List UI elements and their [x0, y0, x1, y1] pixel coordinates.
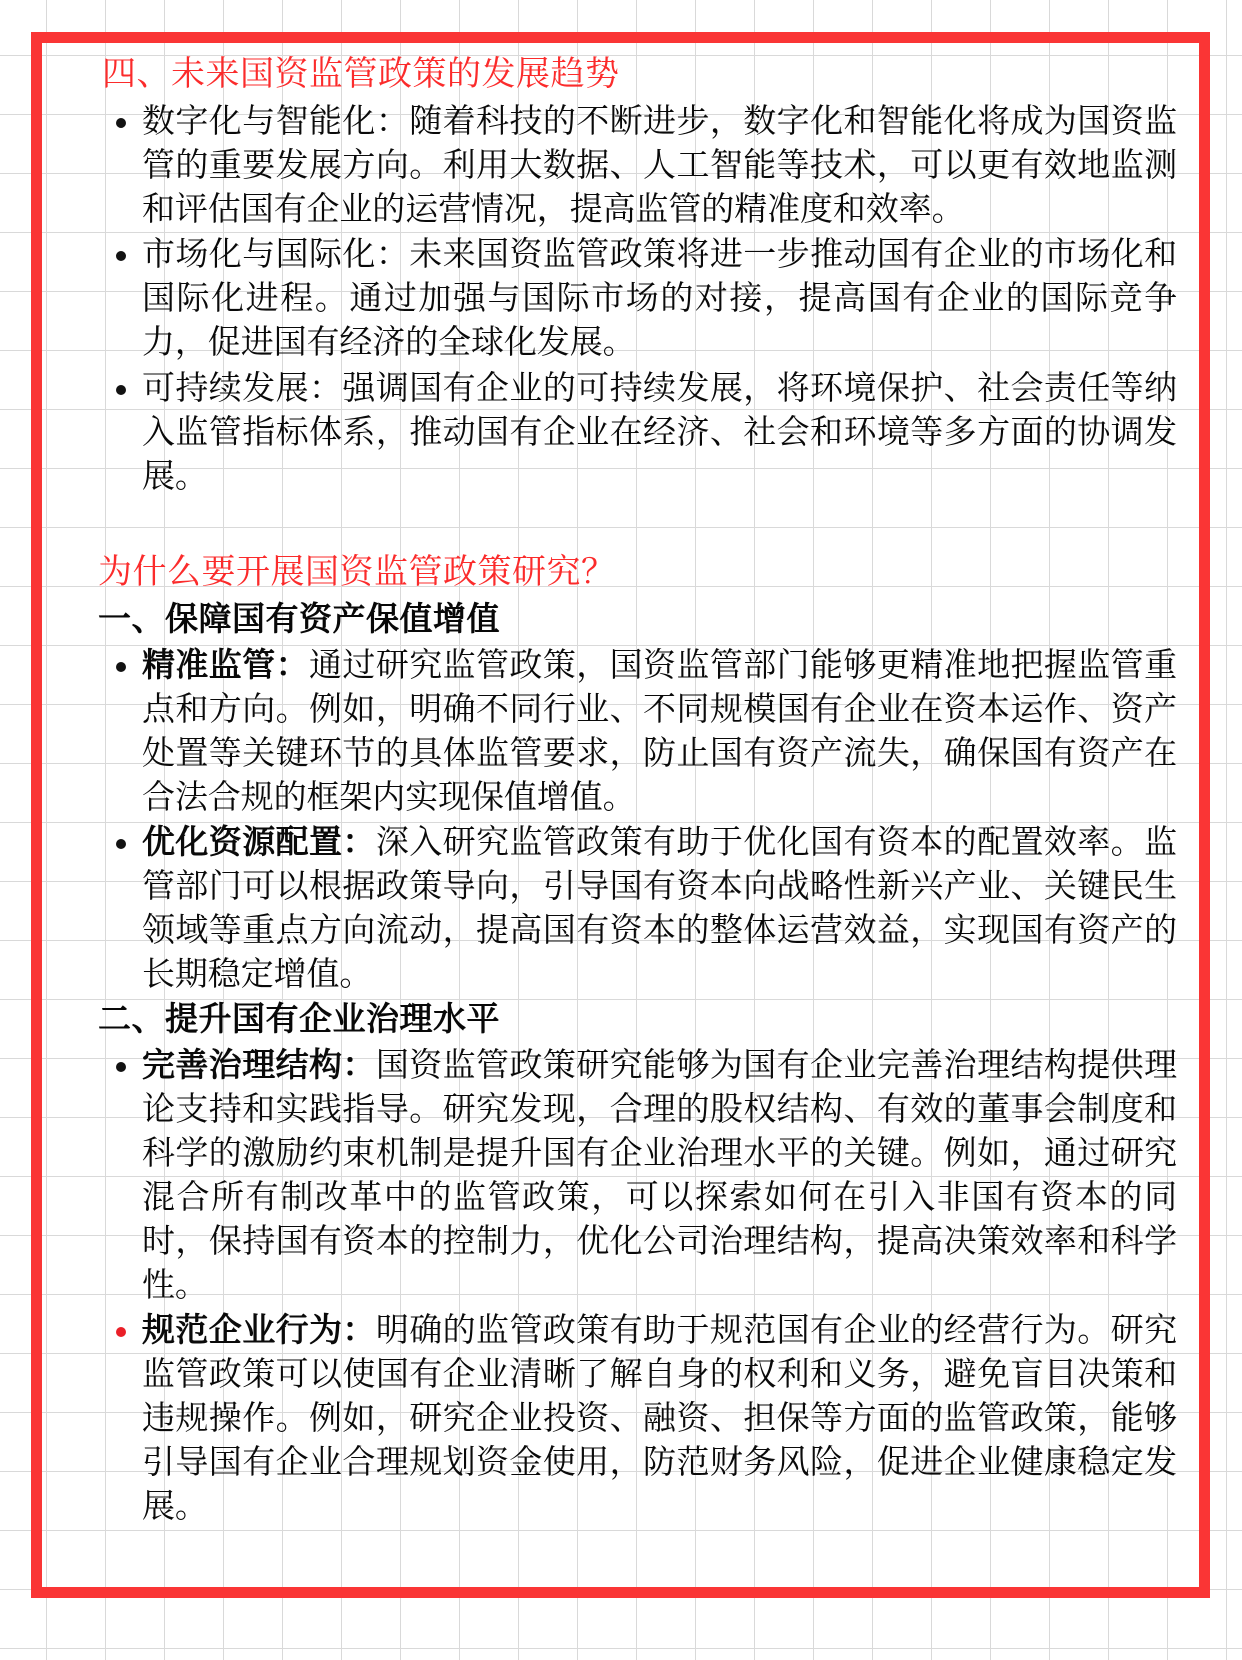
list-item	[68, 232, 1177, 364]
list-item-lead: 完善治理结构：	[142, 1046, 376, 1084]
subsection-heading-asset-preservation: 一、保障国有资产保值增值	[98, 599, 500, 637]
section-heading-future-trends: 四、未来国资监管政策的发展趋势	[102, 55, 620, 93]
list-item-lead: 精准监管：	[142, 645, 310, 683]
bullet-dot-icon	[116, 118, 126, 128]
list-item	[68, 99, 1177, 231]
bullet-dot-icon	[116, 662, 126, 672]
list-item-lead: 市场化与国际化：	[142, 235, 410, 273]
list-item-lead: 可持续发展：	[142, 368, 343, 406]
list-item-lead: 优化资源配置：	[142, 822, 376, 860]
list-item	[68, 366, 1177, 498]
list-item	[68, 1043, 1177, 1307]
subsection-heading-governance-level: 二、提升国有企业治理水平	[98, 1000, 500, 1038]
red-bordered-content-frame	[31, 32, 1210, 1598]
bullet-dot-icon	[116, 839, 126, 849]
bullet-list-governance-level	[68, 1043, 1177, 1529]
section-future-trends	[68, 51, 1177, 498]
list-item-text: 国资监管政策研究能够为国有企业完善治理结构提供理论支持和实践指导。研究发现，合理的股权结构、有效的董事会制度和科学的激励约束机制是提升国有企业治理水平的关键。例如，通过研究混合所有制改革中的监管政策，可以探索如何在引入非国有资本的同时，保持国有资本的控制力，优化公司治理结构，提高决策效率和科学性。	[142, 1046, 1177, 1304]
section-heading-why-research: 为什么要开展国资监管政策研究？	[98, 552, 616, 591]
bullet-list-asset-preservation	[68, 643, 1177, 996]
bullet-dot-icon	[116, 1062, 126, 1072]
list-item	[68, 820, 1177, 996]
list-item	[68, 643, 1177, 819]
list-item-text: 随着科技的不断进步，数字化和智能化将成为国资监管的重要发展方向。利用大数据、人工智能等技术，可以更有效地监测和评估国有企业的运营情况，提高监管的精准度和效率。	[142, 102, 1178, 228]
list-item-lead: 规范企业行为：	[142, 1311, 376, 1349]
list-item	[68, 1308, 1177, 1528]
list-item-text: 通过研究监管政策，国资监管部门能够更精准地把握监管重点和方向。例如，明确不同行业、不同规模国有企业在资本运作、资产处置等关键环节的具体监管要求，防止国有资产流失，确保国有资产在合法合规的框架内实现保值增值。	[142, 645, 1177, 815]
section-spacer	[68, 499, 1177, 543]
bullet-list-future-trends	[68, 99, 1177, 497]
list-item-text: 未来国资监管政策将进一步推动国有企业的市场化和国际化进程。通过加强与国际市场的对接，提高国有企业的国际竞争力，促进国有经济的全球化发展。	[142, 235, 1178, 361]
list-item-lead: 数字化与智能化：	[142, 102, 410, 140]
section-why-research	[68, 549, 1177, 1529]
list-item-text: 明确的监管政策有助于规范国有企业的经营行为。研究监管政策可以使国有企业清晰了解自身的权利和义务，避免盲目决策和违规操作。例如，研究企业投资、融资、担保等方面的监管政策，能够引导国有企业合理规划资金使用，防范财务风险，促进企业健康稳定发展。	[142, 1311, 1177, 1525]
list-item-text: 强调国有企业的可持续发展，将环境保护、社会责任等纳入监管指标体系，推动国有企业在经济、社会和环境等多方面的协调发展。	[142, 368, 1177, 494]
list-item-text: 深入研究监管政策有助于优化国有资本的配置效率。监管部门可以根据政策导向，引导国有资本向战略性新兴产业、关键民生领域等重点方向流动，提高国有资本的整体运营效益，实现国有资产的长期稳定增值。	[142, 822, 1177, 993]
bullet-dot-icon	[116, 385, 126, 395]
bullet-dot-icon	[116, 251, 126, 261]
bullet-dot-icon	[116, 1327, 126, 1337]
